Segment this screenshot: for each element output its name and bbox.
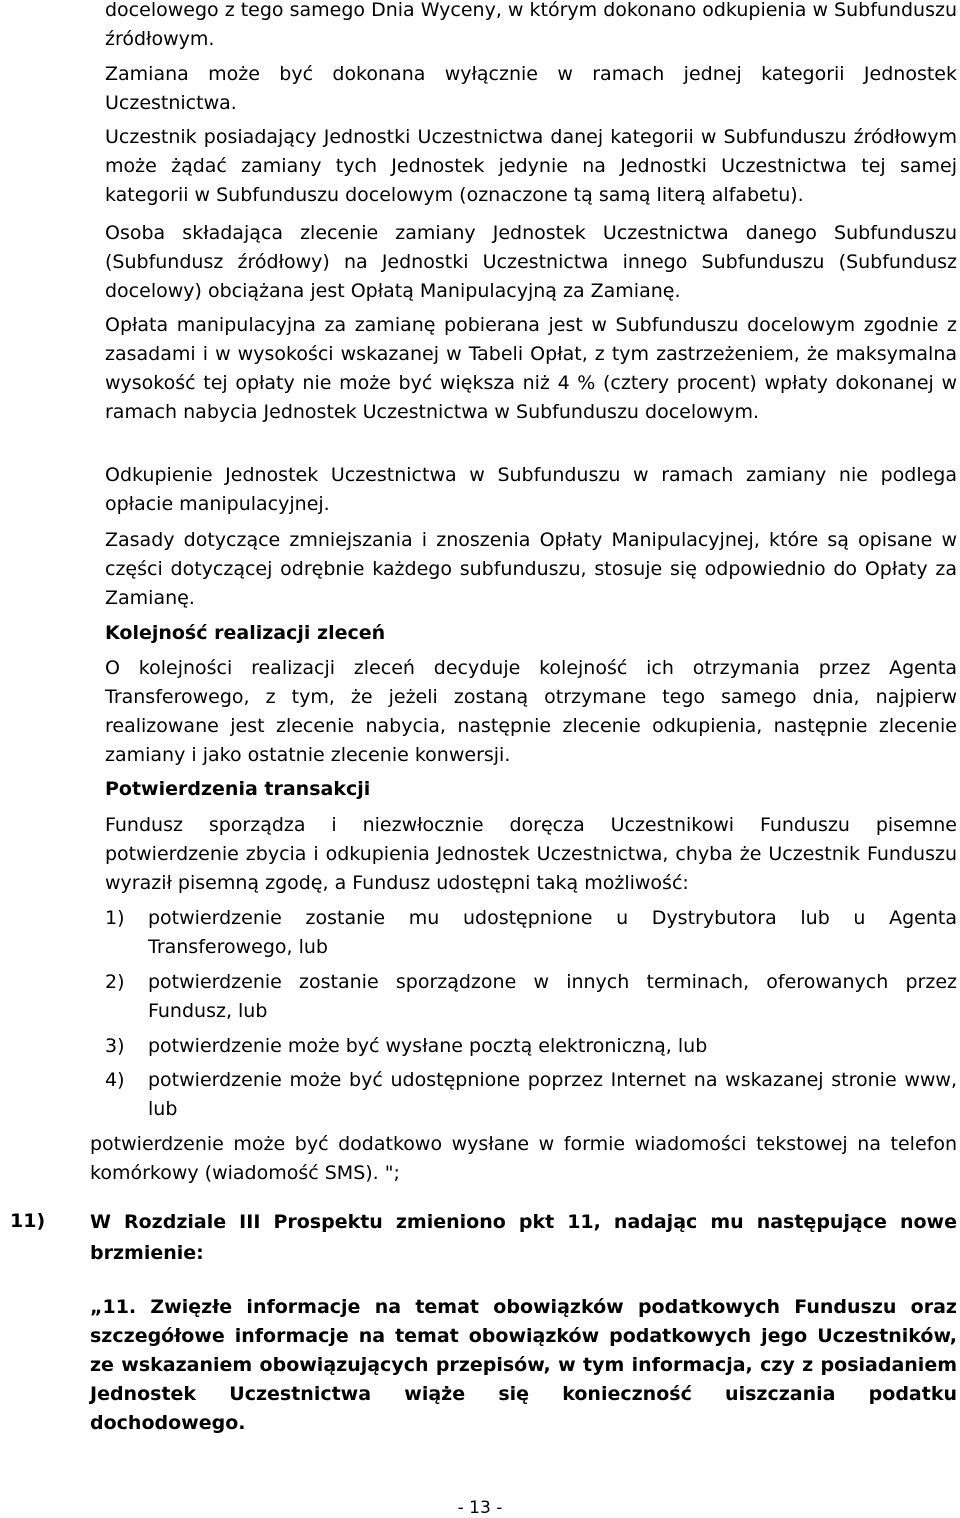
paragraph-exchange-fee: Osoba składająca zlecenie zamiany Jednostek Uczestnictwa danego Subfunduszu (Subfundusz źródłowy) na Jednostki Uczestnictwa innego Subfunduszu (Subfundusz docelowy) obciążana jest Opłatą Manipulacyjną za Zamianę. <box>105 222 957 302</box>
paragraph-fee-rules: Opłata manipulacyjna za zamianę pobierana jest w Subfunduszu docelowym zgodnie z zasadami i w wysokości wskazanej w Tabeli Opłat, z tym zastrzeżeniem, że maksymalna wysokość tej opłaty nie może być większa niż 4 % (cztery procent) wpłaty dokonanej w ramach nabycia Jednostek Uczestnictwa w Subfunduszu docelowym. <box>105 314 957 423</box>
list-item-number: 1) <box>105 907 125 929</box>
paragraph-redemption-fee: Odkupienie Jednostek Uczestnictwa w Subfunduszu w ramach zamiany nie podlega opłacie manipulacyjnej. <box>105 464 957 515</box>
paragraph-order-execution: O kolejności realizacji zleceń decyduje kolejność ich otrzymania przez Agenta Transferowego, z tym, że jeżeli zostaną otrzymane tego samego dnia, najpierw realizowane jest zlecenie nabycia, następnie zlecenie odkupienia, następnie zlecenie zamiany i jako ostatnie zlecenie konwersji. <box>105 657 957 766</box>
paragraph-sms-confirmation: potwierdzenie może być dodatkowo wysłane w formie wiadomości tekstowej na telefon komórkowy (wiadomość SMS). "; <box>90 1133 957 1184</box>
heading-order-execution: Kolejność realizacji zleceń <box>105 622 386 644</box>
paragraph-destination-valuation: docelowego z tego samego Dnia Wyceny, w którym dokonano odkupienia w Subfunduszu źródłowym. <box>105 0 957 50</box>
paragraph-participant-exchange: Uczestnik posiadający Jednostki Uczestnictwa danej kategorii w Subfunduszu źródłowym może żądać zamiany tych Jednostek jedynie na Jednostki Uczestnictwa tej samej kategorii w Subfunduszu docelowym (oznaczone tą samą literą alfabetu). <box>105 126 957 206</box>
list-item-number: 3) <box>105 1035 125 1057</box>
heading-transaction-confirmation: Potwierdzenia transakcji <box>105 778 371 800</box>
list-item-text: potwierdzenie może być wysłane pocztą elektroniczną, lub <box>148 1035 708 1057</box>
paragraph-transaction-confirmation: Fundusz sporządza i niezwłocznie doręcza Uczestnikowi Funduszu pisemne potwierdzenie zbycia i odkupienia Jednostek Uczestnictwa, chyba że Uczestnik Funduszu wyraził pisemną zgodę, a Fundusz udostępni taką możliwość: <box>105 814 957 894</box>
list-item-text: potwierdzenie może być udostępnione poprzez Internet na wskazanej stronie www, lub <box>148 1069 957 1120</box>
amendment-quote: „11. Zwięzłe informacje na temat obowiązków podatkowych Funduszu oraz szczegółowe informacje na temat obowiązków podatkowych jego Uczestników, ze wskazaniem obowiązujących przepisów, w tym informacja, czy z posiadaniem Jednostek Uczestnictwa wiąże się konieczność uiszczania podatku dochodowego. <box>90 1296 957 1434</box>
paragraph-fee-reduction: Zasady dotyczące zmniejszania i znoszenia Opłaty Manipulacyjnej, które są opisane w części dotyczącej odrębnie każdego subfunduszu, stosuje się odpowiednio do Opłaty za Zamianę. <box>105 529 957 609</box>
list-item-text: potwierdzenie zostanie mu udostępnione u Dystrybutora lub u Agenta Transferowego, lub <box>148 907 957 958</box>
amendment-text: W Rozdziale III Prospektu zmieniono pkt 11, nadając mu następujące nowe brzmienie: <box>90 1211 957 1264</box>
page-number: - 13 - <box>457 1498 503 1518</box>
list-item-number: 2) <box>105 971 125 993</box>
list-item-number: 4) <box>105 1069 125 1091</box>
paragraph-exchange-category: Zamiana może być dokonana wyłącznie w ramach jednej kategorii Jednostek Uczestnictwa. <box>105 63 957 114</box>
list-item-text: potwierdzenie zostanie sporządzone w innych terminach, oferowanych przez Fundusz, lub <box>148 971 957 1022</box>
amendment-number: 11) <box>10 1210 46 1232</box>
